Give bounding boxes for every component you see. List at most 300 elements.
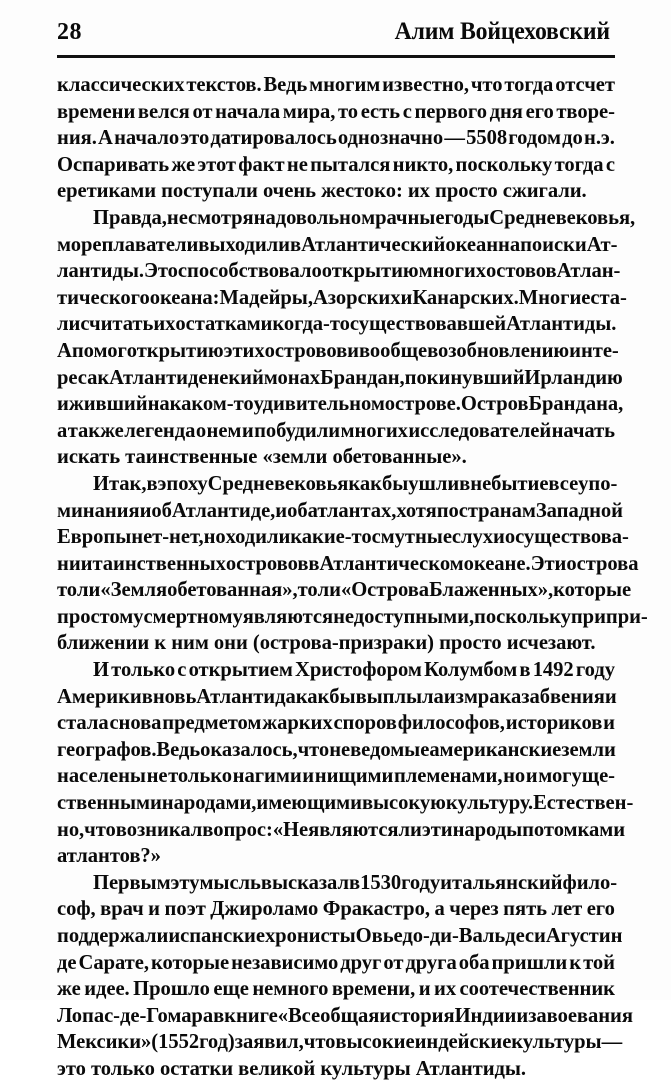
word: простому: [57, 605, 144, 628]
word: Итак,: [93, 472, 147, 495]
word: Многие: [518, 286, 591, 309]
word: что: [303, 1031, 336, 1054]
word: некий: [207, 366, 264, 389]
word: Ведь: [263, 74, 308, 96]
header-divider-rule: [57, 55, 615, 58]
word: стала: [57, 712, 109, 735]
word: первого: [414, 100, 487, 123]
word: оказалось,: [200, 738, 298, 761]
text-line: [57, 338, 619, 365]
word: Сарате,: [78, 951, 149, 974]
word: живший: [68, 393, 148, 416]
word: 5508: [466, 127, 508, 150]
text-line: [57, 950, 615, 977]
word: таинственных: [92, 552, 226, 575]
word: н.э.: [584, 127, 615, 150]
text-line: [57, 710, 615, 737]
word: мысль: [199, 871, 261, 894]
word: а: [57, 419, 68, 442]
word: и: [241, 419, 254, 442]
word: что: [297, 738, 330, 761]
text-line: [57, 471, 618, 498]
word: покинувший: [404, 366, 525, 389]
word: пытался: [310, 153, 391, 176]
word: не: [286, 153, 308, 176]
word: забвения: [521, 685, 605, 708]
word: испанские: [168, 925, 265, 947]
word: Атлантиде,: [171, 499, 276, 522]
word: с: [402, 100, 412, 123]
word: поскольку: [455, 153, 553, 176]
running-head-row: [57, 18, 615, 52]
word: той: [583, 951, 615, 974]
word: племенами,: [393, 765, 503, 788]
text-line: [57, 870, 618, 897]
text-line: [57, 365, 623, 392]
word: Ирландию: [524, 366, 623, 389]
word: вновь: [141, 685, 197, 708]
word: что: [84, 818, 116, 841]
word: эпоху: [157, 472, 208, 495]
word: помог: [71, 339, 127, 362]
word: все: [548, 472, 579, 495]
word: Брандана,: [528, 393, 624, 416]
word: Эти: [530, 552, 567, 575]
word: Азорских: [312, 286, 401, 309]
word: (1552: [151, 1031, 200, 1054]
word: бы: [329, 685, 356, 708]
word: только: [168, 765, 233, 788]
word: Овьедо-ди-Вальдес: [355, 925, 535, 947]
word: в: [519, 659, 531, 682]
text-line: [57, 72, 615, 99]
text-line: [57, 551, 639, 578]
text-line: [57, 1003, 633, 1030]
word: культуру.: [445, 792, 534, 815]
word: выходили: [198, 233, 290, 256]
word: Мадейры,: [219, 286, 313, 309]
text-line: искать таинственные «земли обетованные».: [57, 446, 467, 469]
word: при-: [605, 605, 648, 628]
word: Прошло: [133, 978, 210, 1001]
word: лет: [551, 898, 583, 921]
word: предметом: [162, 712, 262, 735]
word: мрака: [463, 685, 522, 708]
word: году: [575, 659, 615, 682]
word: Средневековья: [207, 472, 349, 495]
text-line: [57, 657, 615, 684]
word: лантиды.: [57, 260, 144, 283]
word: удивительном: [253, 393, 385, 416]
word: довольно: [275, 206, 362, 229]
word: эту: [170, 871, 200, 894]
text-line: атлантов?»: [57, 845, 161, 868]
word: «Острова: [340, 579, 430, 602]
word: ственными: [57, 792, 162, 815]
word: ли: [398, 818, 422, 841]
word: неведомые: [329, 738, 430, 761]
word: тического: [57, 286, 150, 309]
paragraph: [57, 471, 648, 657]
word: эти: [421, 818, 453, 841]
word: не: [146, 765, 168, 788]
word: странам: [458, 499, 536, 522]
word: —: [601, 1031, 623, 1054]
word: нагими: [232, 765, 302, 788]
word: споров: [333, 712, 397, 735]
word: острова: [566, 552, 639, 575]
word: открытию: [126, 339, 224, 362]
word: многих: [418, 260, 486, 283]
word: об: [151, 499, 172, 522]
word: этих: [223, 339, 265, 362]
word: океане.: [463, 552, 531, 575]
word: поддержали: [57, 925, 169, 947]
word: начать: [551, 419, 615, 442]
word: мрачные: [361, 206, 445, 229]
word: известно,: [382, 74, 469, 96]
word: поскольку: [474, 605, 571, 628]
word: смертному: [143, 605, 243, 628]
word: в: [349, 871, 361, 894]
word: являются: [308, 818, 399, 841]
word: что: [470, 74, 503, 96]
word: соф,: [57, 898, 96, 921]
text-line: [57, 125, 615, 152]
word: —: [444, 127, 465, 150]
word: островов: [264, 339, 348, 362]
word: текстов.: [186, 74, 262, 96]
word: А: [57, 339, 72, 362]
word: поиски: [520, 233, 587, 256]
page-number: 28: [57, 19, 82, 45]
text-line: [57, 604, 648, 631]
text-line: [57, 577, 632, 604]
word: существова-: [515, 526, 629, 549]
text-line: [57, 152, 615, 179]
word: атлантах,: [307, 499, 397, 522]
word: Индии: [454, 1004, 517, 1027]
word: философов,: [397, 712, 505, 735]
word: существовавшей: [349, 313, 507, 336]
word: Правда,: [93, 206, 167, 229]
word: остовов: [486, 260, 557, 283]
word: годом: [508, 127, 561, 150]
word: географов.: [57, 738, 157, 761]
word: однозначно: [337, 127, 444, 150]
word: в: [290, 233, 302, 256]
text-line: [57, 763, 615, 790]
text-line: это только остатки великой культуры Атлантиды.: [57, 1057, 527, 1080]
word: американские: [429, 738, 562, 761]
word: как: [295, 685, 330, 708]
word: классических: [57, 74, 185, 96]
text-line: [57, 99, 615, 126]
word: ушли: [408, 472, 460, 495]
word: многим: [309, 74, 381, 96]
word: Христофором: [295, 659, 422, 682]
word: Ат-: [586, 233, 618, 256]
text-line: [57, 684, 615, 711]
word: Атлантида: [196, 685, 296, 708]
word: к: [569, 951, 582, 974]
word: Канарских.: [412, 286, 519, 309]
word: от: [383, 951, 404, 974]
word: Атлантиды.: [506, 313, 617, 336]
word: Колумбом: [424, 659, 518, 682]
word: Остров: [460, 393, 529, 416]
word: Атлантиде: [109, 366, 208, 389]
word: и: [148, 898, 160, 921]
word: острове.: [384, 393, 461, 416]
word: начало: [114, 127, 180, 150]
word: и: [604, 685, 617, 708]
word: и: [275, 499, 288, 522]
word: хотя: [396, 499, 437, 522]
word: какие-то: [290, 526, 372, 549]
word: имеющими: [256, 792, 362, 815]
word: ста-: [590, 286, 627, 309]
word: дня: [489, 100, 523, 123]
word: де: [57, 951, 77, 974]
word: считать: [80, 313, 154, 336]
word: от: [192, 100, 213, 123]
word: в: [308, 552, 320, 575]
word: об: [287, 499, 308, 522]
word: инте-: [569, 339, 619, 362]
word: вопрос:: [202, 818, 273, 841]
word: 1492: [532, 659, 574, 682]
running-head: [57, 18, 615, 62]
word: до: [562, 127, 583, 150]
word: никто,: [392, 153, 454, 176]
word: и: [525, 765, 538, 788]
word: о: [195, 419, 207, 442]
word: тогда: [554, 153, 604, 176]
word: ния.: [57, 127, 97, 150]
word: несмотря: [166, 206, 254, 229]
text-line: ближении к ним они (острова-призраки) просто исчезают.: [57, 632, 596, 655]
word: 1530: [360, 871, 402, 894]
word: и: [302, 765, 315, 788]
word: начала: [215, 100, 281, 123]
word: являются: [242, 605, 334, 628]
word: многих: [340, 419, 408, 442]
word: недоступными,: [333, 605, 475, 628]
word: завоевания: [528, 1004, 633, 1027]
running-title-author: Алим Войцеховский: [394, 18, 610, 45]
word: океана:: [149, 286, 220, 309]
word: и: [400, 286, 413, 309]
text-line: [57, 976, 615, 1003]
word: вообще: [358, 339, 428, 362]
text-line: [57, 923, 623, 950]
word: мореплаватели: [57, 233, 199, 256]
word: народы: [452, 818, 523, 841]
word: итальянский: [440, 871, 563, 894]
word: открытию: [321, 260, 419, 283]
word: Ведь: [156, 738, 201, 761]
word: нет-нет,: [131, 526, 204, 549]
word: соотечественник: [459, 978, 615, 1001]
word: отсчет: [555, 74, 615, 96]
word: на: [253, 206, 276, 229]
word: мира,: [282, 100, 336, 123]
word: еще: [213, 978, 249, 1001]
word: Атлан-: [556, 260, 621, 283]
text-line: [57, 391, 624, 418]
word: и: [347, 339, 359, 362]
word: Агустин: [545, 925, 623, 947]
word: немного: [252, 978, 329, 1001]
word: открытием: [188, 659, 293, 682]
word: его: [525, 100, 554, 123]
word: обетованная»,: [167, 579, 298, 602]
word: островов: [225, 552, 309, 575]
paragraph: [57, 657, 634, 870]
word: по: [436, 499, 459, 522]
word: творе-: [556, 100, 615, 123]
word: океан: [445, 233, 499, 256]
word: книге: [224, 1004, 278, 1027]
word: только: [111, 659, 176, 682]
word: остатками: [175, 313, 273, 336]
word: Мексики»: [57, 1031, 152, 1054]
word: из: [443, 685, 464, 708]
word: «Не: [272, 818, 309, 841]
word: год): [199, 1031, 235, 1054]
word: факт: [238, 153, 285, 176]
word: легенда: [124, 419, 196, 442]
word: но: [203, 526, 226, 549]
word: ли: [77, 579, 101, 602]
word: пришли: [491, 951, 568, 974]
word: нем: [206, 419, 242, 442]
word: когда-то: [272, 313, 350, 336]
word: ли: [57, 313, 81, 336]
word: способствовало: [177, 260, 322, 283]
word: могуще-: [538, 765, 615, 788]
word: и: [57, 393, 69, 416]
text-line: [57, 817, 626, 844]
word: их: [153, 313, 176, 336]
word: «Земля: [100, 579, 168, 602]
word: нищими: [314, 765, 394, 788]
text-line: [57, 418, 615, 445]
word: возникал: [115, 818, 203, 841]
word: в: [213, 1004, 225, 1027]
word: Америки: [57, 685, 142, 708]
word: побудили: [254, 419, 341, 442]
word: тогда: [504, 74, 554, 96]
word: слухи: [451, 526, 505, 549]
word: году: [401, 871, 441, 894]
word: упо-: [578, 472, 618, 495]
word: же: [57, 978, 81, 1001]
word: Блаженных»,: [429, 579, 554, 602]
word: заявил,: [234, 1031, 304, 1054]
word: и: [418, 978, 431, 1001]
text-line: [57, 524, 629, 551]
word: культуры: [511, 1031, 602, 1054]
word: населены: [57, 765, 146, 788]
word: нии: [57, 552, 93, 575]
word: А: [98, 127, 113, 150]
text-line: [57, 1029, 623, 1056]
word: на: [498, 233, 521, 256]
word: его: [586, 898, 615, 921]
word: на: [147, 393, 170, 416]
paragraph: [57, 205, 636, 471]
word: времени,: [331, 978, 416, 1001]
word: Фракастро,: [322, 898, 430, 921]
word: выплыла: [355, 685, 444, 708]
word: которые: [150, 951, 230, 974]
word: и: [139, 499, 152, 522]
word: каком-то: [169, 393, 254, 416]
word: исследователей: [408, 419, 552, 442]
word: жарких: [262, 712, 333, 735]
text-line: [57, 285, 627, 312]
word: датировалось: [210, 127, 337, 150]
word: идее.: [84, 978, 130, 1001]
word: это: [180, 127, 210, 150]
word: и: [516, 1004, 529, 1027]
text-line: [57, 896, 615, 923]
word: снова: [109, 712, 162, 735]
word: этот: [197, 153, 236, 176]
word: то: [57, 579, 78, 602]
text-line: [57, 232, 618, 259]
word: Атлантическом: [319, 552, 464, 575]
word: высокие: [335, 1031, 415, 1054]
word: земли: [561, 738, 616, 761]
word: фило-: [562, 871, 618, 894]
word: а: [434, 898, 445, 921]
word: то: [337, 100, 359, 123]
text-line: [57, 258, 621, 285]
word: поэт: [164, 898, 206, 921]
word: времени: [57, 100, 136, 123]
text-line: [57, 498, 623, 525]
word: Это: [143, 260, 178, 283]
word: история: [379, 1004, 455, 1027]
word: через: [449, 898, 499, 921]
text-line: еретиками поступали очень жестоко: их просто сжигали.: [57, 180, 587, 203]
word: И: [93, 659, 109, 682]
word: но: [503, 765, 526, 788]
word: Европы: [57, 526, 132, 549]
word: с: [177, 659, 187, 682]
word: Оспаривать: [57, 153, 170, 176]
word: к: [97, 366, 110, 389]
text-line: [57, 737, 615, 764]
text-line: [57, 790, 634, 817]
word: о: [504, 526, 516, 549]
word: хронисты: [264, 925, 356, 947]
word: друг: [340, 951, 382, 974]
word: же: [171, 153, 196, 176]
word: Средневековья,: [489, 206, 636, 229]
word: которые: [553, 579, 632, 602]
word: реса: [57, 366, 98, 389]
word: врач: [100, 898, 144, 921]
word: бы: [381, 472, 409, 495]
paragraph: [57, 72, 615, 205]
word: также: [67, 419, 124, 442]
word: Атлантический: [301, 233, 446, 256]
word: в: [146, 472, 158, 495]
